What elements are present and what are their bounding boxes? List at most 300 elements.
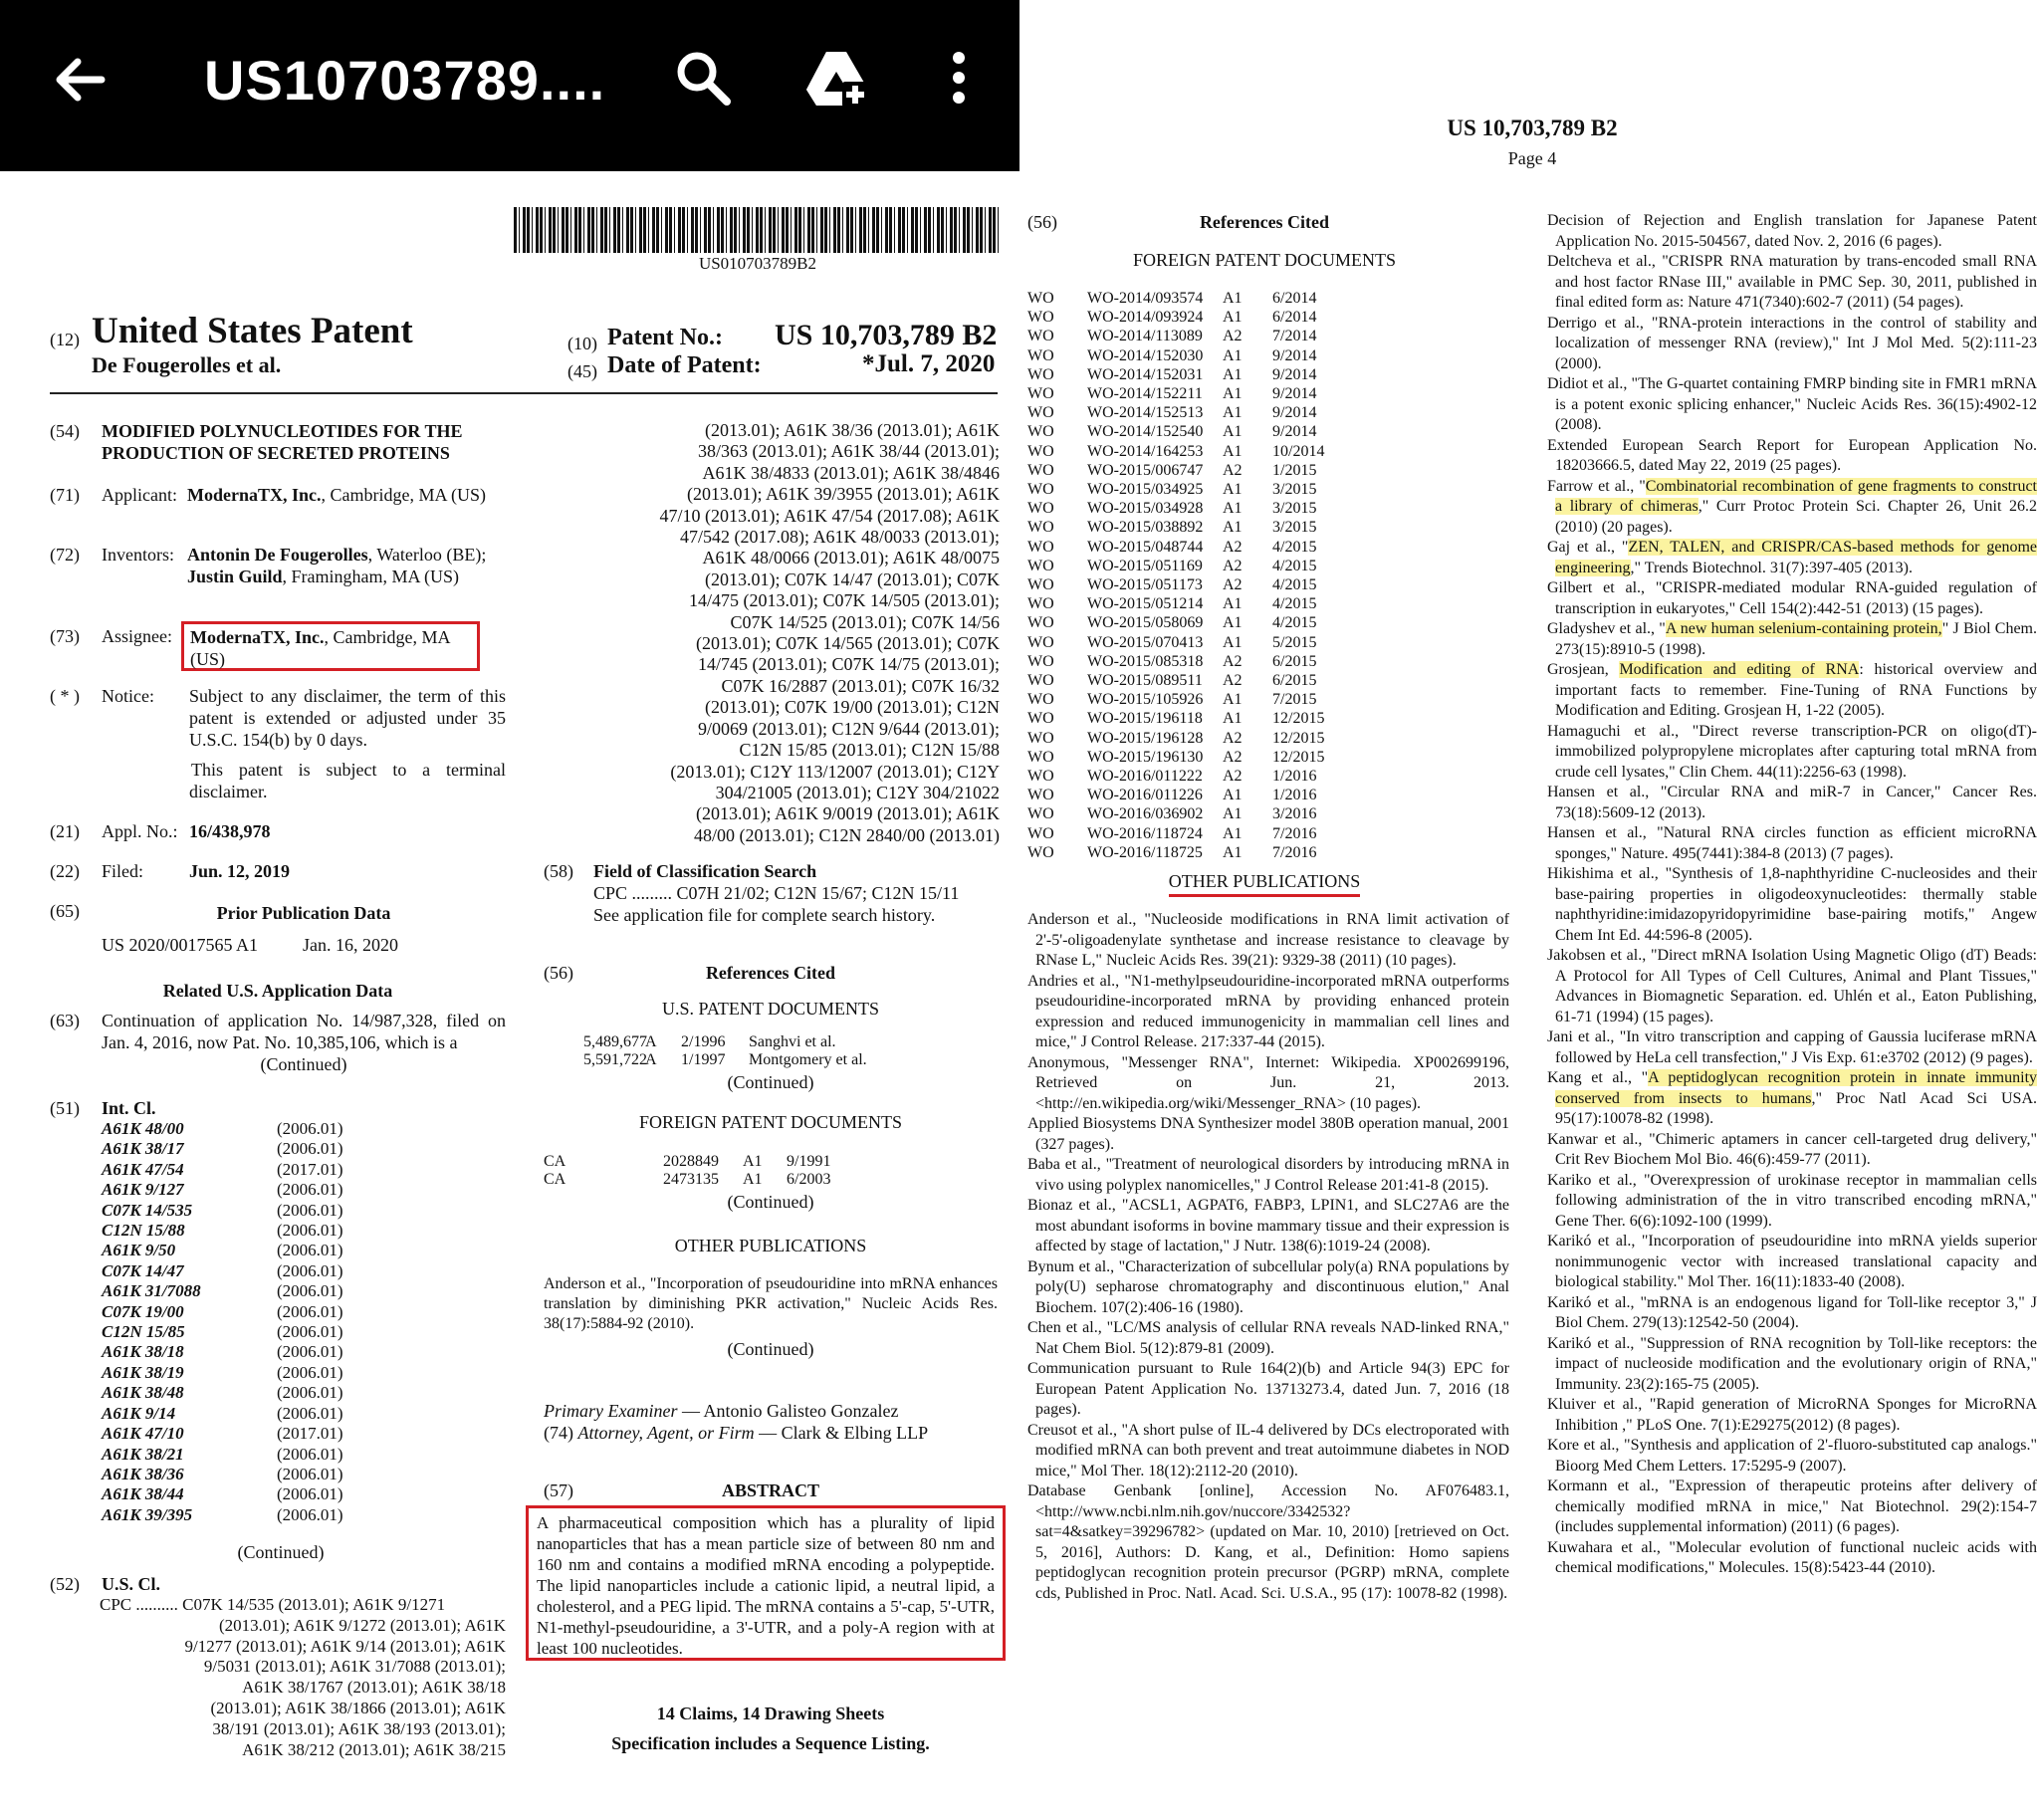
foreign-doc-cell: 4/2015: [1272, 576, 1317, 594]
publications-column-2: [1027, 910, 1509, 1604]
foreign-doc-row: [1027, 327, 1324, 345]
publication-text: Kang et al., ": [1547, 1069, 1649, 1086]
cpc-line: (2013.01); A61K 39/3955 (2013.01); A61K: [687, 484, 1000, 505]
field-code: (54): [50, 421, 80, 441]
foreign-doc-row: [1027, 403, 1324, 422]
foreign-doc-cell: 1/2016: [1272, 768, 1317, 786]
other-pub-heading: [1085, 870, 1444, 897]
foreign-doc-cell: WO-2015/051214: [1087, 595, 1204, 613]
foreign-doc-row: [1027, 518, 1324, 537]
foreign-doc-cell: WO-2015/085318: [1087, 652, 1204, 670]
patent-number: US 10,703,789 B2: [775, 319, 998, 351]
publication-entry: [1547, 538, 2037, 578]
cpc-line: 47/10 (2013.01); A61K 47/54 (2017.08); A61K: [659, 505, 1000, 526]
int-cl-row: [102, 1383, 360, 1403]
foreign-doc-cell: WO-2016/118725: [1087, 843, 1203, 861]
inventor-name: Antonin De Fougerolles: [187, 545, 368, 565]
highlighted-text: A new human selenium-containing protein,: [1665, 620, 1942, 637]
refs-heading: References Cited: [705, 963, 836, 983]
continuation-text: Continuation of application No. 14/987,328, filed on Jan. 4, 2016, now Pat. No. 10,385,106, which is a: [102, 1011, 506, 1052]
foreign-doc-cell: WO: [1027, 538, 1054, 556]
publication-entry: Karikó et al., "Suppression of RNA recognition by Toll-like receptors: the impact of nucleoside modification and the evolutionary origin of RNA," Immunity. 23(2):165-75 (2005).: [1547, 1334, 2037, 1393]
publication-entry: Jakobsen et al., "Direct mRNA Isolation Using Magnetic Oligo (dT) Beads: A Protocol for All Types of Cell Cultures, Animal and Plant Tissues," Advances in Biomagnetic Separation. ed. Uhlén et al., Eaton Publishing, 61-71 (1994) (15 pages).: [1547, 947, 2037, 1025]
foreign-doc-cell: 9/2014: [1272, 365, 1317, 383]
publication-entry: Bynum et al., "Characterization of subcellular poly(a) RNA populations by poly(U) sepharose chromatography and discontinuous elution," Anal Biochem. 107(2):406-16 (1980).: [1027, 1257, 1509, 1316]
int-cl-row: [102, 1139, 360, 1159]
filed-date: Jun. 12, 2019: [189, 861, 291, 881]
assignee-name: ModernaTX, Inc.: [190, 627, 325, 647]
foreign-doc-row: [1027, 538, 1324, 557]
cpc-line: 14/475 (2013.01); C07K 14/505 (2013.01);: [689, 590, 1000, 611]
foreign-doc-cell: WO-2015/058069: [1087, 614, 1204, 632]
foreign-doc-row: [1027, 308, 1324, 327]
notice-terminal: This patent is subject to a terminal disclaimer.: [189, 760, 506, 801]
cpc-line: (2013.01); C07K 14/565 (2013.01); C07K: [696, 633, 1000, 654]
foreign-doc-cell: WO-2015/034928: [1087, 500, 1204, 518]
us-docs-heading: U.S. PATENT DOCUMENTS: [661, 999, 880, 1019]
int-cl-date: (2006.01): [277, 1383, 343, 1403]
foreign-docs-table: [544, 1153, 830, 1189]
cpc-line: C07K 16/2887 (2013.01); C07K 16/32: [721, 675, 1000, 696]
int-cl-row: [102, 1180, 360, 1200]
foreign-doc-row: [1027, 843, 1324, 862]
publication-entry: Anderson et al., "Nucleoside modifications in RNA limit activation of 2'-5'-oligoadenylate synthetase and increase resistance to cleavage by RNase L," Nucleic Acids Res. 39(21): 9329-38 (2011) (10 pages).: [1027, 911, 1509, 969]
int-cl-row: [102, 1160, 360, 1180]
publication-entry: Baba et al., "Treatment of neurological disorders by introducing mRNA in vivo using polyplex nanomicelles," J Control Release 201:41-8 (2015).: [1027, 1156, 1509, 1194]
foreign-doc-cell: 6/2014: [1272, 309, 1317, 327]
foreign-doc-row: [1027, 442, 1324, 461]
foreign-doc-cell: WO-2014/093924: [1087, 309, 1204, 327]
foreign-doc-cell: WO: [1027, 309, 1054, 327]
int-cl-date: (2006.01): [277, 1200, 343, 1220]
foreign-doc-row: [1027, 346, 1324, 365]
foreign-doc-cell: A1: [1223, 691, 1243, 709]
attorney-label: Attorney, Agent, or Firm: [577, 1423, 755, 1443]
cpc-line: 48/00 (2013.01); C12N 2840/00 (2013.01): [694, 824, 1000, 845]
foreign-doc-cell: A1: [1223, 500, 1243, 518]
foreign-doc-cell: WO-2015/051169: [1087, 557, 1203, 574]
publication-entry: Kuwahara et al., "Molecular evolution of functional nucleic acids with chemical modifications," Molecules. 15(8):5423-44 (2010).: [1547, 1538, 2037, 1576]
highlighted-text: Modification and editing of RNA: [1619, 661, 1860, 678]
int-cl-row: [102, 1505, 360, 1525]
foreign-doc-cell: A1: [1223, 423, 1243, 441]
foreign-doc-cell: WO: [1027, 652, 1054, 670]
foreign-doc-cell: WO: [1027, 691, 1054, 709]
int-cl-heading: Int. Cl.: [102, 1098, 156, 1118]
publication-text: Gladyshev et al., ": [1547, 620, 1666, 637]
foreign-doc-cell: 1/2015: [1272, 461, 1317, 479]
inventor-location: , Framingham, MA (US): [282, 567, 460, 586]
foreign-doc-cell: A1: [1223, 614, 1243, 632]
barcode-number: US010703789B2: [698, 254, 817, 273]
foreign-doc-cell: WO-2015/034925: [1087, 481, 1204, 499]
foreign-doc-cell: WO-2015/196128: [1087, 729, 1204, 747]
int-cl-code: A61K 9/14: [102, 1403, 176, 1423]
field-code: (63): [50, 1011, 80, 1030]
int-cl-row: [102, 1201, 360, 1221]
int-cl-code: A61K 47/54: [102, 1159, 184, 1179]
foreign-doc-cell: WO: [1027, 365, 1054, 383]
foreign-doc-cell: A1: [1223, 385, 1243, 403]
int-cl-date: (2006.01): [277, 1464, 343, 1483]
abstract-heading: ABSTRACT: [721, 1480, 820, 1500]
us-cl-line: 9/1277 (2013.01); A61K 9/14 (2013.01); A61K: [184, 1636, 506, 1656]
int-cl-row: [102, 1363, 360, 1383]
foreign-doc-cell: WO: [1027, 500, 1054, 518]
cpc-line: (2013.01); C07K 19/00 (2013.01); C12N: [705, 697, 1000, 718]
field-code: (45): [567, 361, 597, 381]
publication-entry: Chen et al., "LC/MS analysis of cellular RNA reveals NAD-linked RNA," Nat Chem Biol. 5(12):879-81 (2009).: [1027, 1319, 1509, 1357]
foreign-doc-cell: WO: [1027, 595, 1054, 613]
us-docs-table: [583, 1033, 867, 1069]
foreign-doc-row: [1027, 652, 1324, 671]
int-cl-row: [102, 1445, 360, 1465]
foreign-doc-cell: A2: [1223, 328, 1243, 345]
foreign-doc-cell: A1: [1223, 290, 1243, 307]
cpc-continued-list: [528, 420, 1000, 846]
continued-label: (Continued): [237, 1542, 325, 1562]
foreign-doc-cell: A1: [1223, 481, 1243, 499]
foreign-doc-cell: A1: [1223, 787, 1243, 804]
foreign-doc-cell: A1: [1223, 404, 1243, 422]
foreign-doc-row: [1027, 729, 1324, 748]
assignee-label: Assignee:: [102, 626, 172, 646]
publication-entry: Hamaguchi et al., "Direct reverse transcription-PCR on oligo(dT)-immobilized polypropylene microplates after capturing total mRNA from crude cell lysates," Clin Chem. 44(11):2256-63 (1998).: [1547, 722, 2037, 781]
int-cl-row: [102, 1424, 360, 1444]
publication-entry: Kormann et al., "Expression of therapeutic proteins after delivery of chemically modified mRNA in mice," Nat Biotechnol. 29(2):154-7 (includes supplemental information) (2011) (6 pages).: [1547, 1478, 2037, 1535]
int-cl-row: [102, 1465, 360, 1484]
us-cl-line: 9/5031 (2013.01); A61K 31/7088 (2013.01);: [203, 1657, 506, 1677]
foreign-doc-cell: 4/2015: [1272, 614, 1317, 632]
int-cl-code: A61K 48/00: [102, 1119, 184, 1138]
publication-entry: Andries et al., "N1-methylpseudouridine-incorporated mRNA outperforms pseudouridine-incorporated mRNA by providing enhanced protein expression and reduced immunogenicity in mammalian cell lines and mice," J Control Release. 217:337-44 (2015).: [1027, 972, 1509, 1050]
barcode: [514, 207, 1002, 253]
field-cpc: CPC ......... C07H 21/02; C12N 15/67; C12N 15/11: [593, 883, 960, 903]
int-cl-row: [102, 1119, 360, 1139]
notice-label: Notice:: [102, 686, 154, 706]
patent-page-4: [1025, 108, 2039, 1820]
publication-entry: Kanwar et al., "Chimeric aptamers in cancer cell-targeted drug delivery," Crit Rev Biochem Mol Bio. 46(6):459-77 (2011).: [1547, 1130, 2037, 1168]
foreign-doc-cell: 3/2015: [1272, 500, 1317, 518]
foreign-doc-row: [1027, 461, 1324, 480]
publication-text: ," Proc Natl Acad Sci USA. 95(17):10078-82 (1998).: [1555, 1089, 2038, 1127]
other-pub-heading-text: OTHER PUBLICATIONS: [1169, 870, 1361, 897]
abstract-highlight-box: A pharmaceutical composition which has a plurality of lipid nanoparticles that has a mean particle size of between 80 nm and 160 nm and contains a modified mRNA encoding a polypeptide. The lipid nanoparticles include a cationic lipid, a neutral lipid, a cholesterol, and a PEG lipid. The mRNA contains a 5'-cap, 5'-UTR, N1-methyl-pseudouridine, a 3'-UTR, and a poly-A region with at least 100 nucleotides.: [526, 1505, 1006, 1661]
foreign-doc-row: [1027, 671, 1324, 690]
foreign-doc-cell: 9/2014: [1272, 385, 1317, 403]
app-bar: [0, 0, 1020, 171]
foreign-doc-cell: WO-2015/051173: [1087, 576, 1203, 594]
foreign-doc-cell: WO: [1027, 328, 1054, 345]
foreign-doc-cell: A2: [1223, 748, 1243, 766]
applicant: [187, 484, 506, 506]
foreign-doc-cell: WO: [1027, 576, 1054, 594]
publication-text: Farrow et al., ": [1547, 477, 1646, 495]
publication-entry: [1547, 660, 2037, 722]
foreign-doc-cell: WO-2014/093574: [1087, 290, 1204, 307]
date-label: Date of Patent:: [607, 352, 762, 378]
header-rule: [50, 392, 998, 394]
us-doc-row: [583, 1051, 867, 1069]
field-code: (58): [544, 861, 573, 881]
foreign-doc-cell: WO: [1027, 748, 1054, 766]
publication-text: ," Curr Protoc Protein Sci. Chapter 26, Unit 26.2 (2010) (20 pages).: [1555, 498, 2038, 536]
publication-entry: Applied Biosystems DNA Synthesizer model 380B operation manual, 2001 (327 pages).: [1027, 1115, 1509, 1153]
foreign-doc-cell: WO: [1027, 824, 1054, 842]
foreign-doc-cell: A2: [1223, 538, 1243, 556]
int-cl-date: (2006.01): [277, 1322, 343, 1342]
publication-entry: Karikó et al., "Incorporation of pseudouridine into mRNA yields superior nonimmunogenic vector with increased translational capacity and biological stability." Mol Ther. 16(11):1833-40 (2008).: [1547, 1233, 2037, 1290]
foreign-doc-cell: A1: [1223, 309, 1243, 327]
foreign-doc-cell: A2: [1223, 461, 1243, 479]
int-cl-row: [102, 1281, 360, 1301]
cpc-line: A61K 38/4833 (2013.01); A61K 38/4846: [702, 462, 1000, 483]
highlighted-text: ZEN, TALEN, and CRISPR/CAS-based methods for genome engineering: [1555, 539, 2037, 576]
foreign-doc-cell: 7/2014: [1272, 328, 1317, 345]
foreign-doc-cell: 4/2015: [1272, 538, 1317, 556]
publication-text: : historical overview and important facts to remember. Fine-Tuning of RNA Functions by Modification and Editing. Grosjean H, 1-22 (2005).: [1555, 661, 2037, 719]
publication-entry: Gilbert et al., "CRISPR-mediated modular RNA-guided regulation of transcription in eukaryotes," Cell 154(2):442-51 (2013) (15 pages).: [1547, 579, 2037, 617]
assignee-location: , Cambridge, MA (US): [190, 627, 450, 669]
field-see: See application file for complete search history.: [593, 905, 936, 925]
foreign-doc-cell: A1: [1223, 442, 1243, 460]
int-cl-date: (2006.01): [277, 1342, 343, 1362]
us-doc-cell: A: [645, 1051, 657, 1068]
foreign-doc-cell: A2: [1223, 672, 1243, 690]
foreign-doc-row: [1027, 480, 1324, 499]
foreign-doc-cell: WO-2015/006747: [1087, 461, 1204, 479]
foreign-doc-cell: CA: [544, 1153, 566, 1170]
foreign-doc-row: [1027, 690, 1324, 709]
cpc-line: C07K 14/525 (2013.01); C07K 14/56: [730, 611, 1000, 632]
foreign-doc-cell: 12/2015: [1272, 729, 1325, 747]
foreign-doc-cell: WO-2014/164253: [1087, 442, 1204, 460]
us-doc-cell: 5,591,722: [583, 1051, 647, 1068]
int-cl-row: [102, 1404, 360, 1424]
publication-entry: Extended European Search Report for European Application No. 18203666.5, dated May 22, 2019 (25 pages).: [1547, 436, 2037, 474]
foreign-docs-table: [1027, 289, 1324, 862]
applicant-name: ModernaTX, Inc.: [187, 485, 322, 505]
cpc-line: (2013.01); C12Y 113/12007 (2013.01); C12Y: [670, 761, 1000, 782]
foreign-doc-cell: WO-2015/196118: [1087, 710, 1203, 728]
publication-text: Gaj et al., ": [1547, 539, 1629, 556]
examiner-label: Primary Examiner: [544, 1401, 678, 1421]
field-code: (22): [50, 861, 80, 881]
foreign-doc-cell: WO-2016/011226: [1087, 787, 1203, 804]
continued-label: (Continued): [727, 1192, 814, 1212]
publication-entry: Karikó et al., "mRNA is an endogenous ligand for Toll-like receptor 3," J Biol Chem. 279(13):12542-50 (2004).: [1547, 1293, 2037, 1331]
foreign-doc-cell: WO-2014/152540: [1087, 423, 1204, 441]
int-cl-date: (2006.01): [277, 1444, 343, 1464]
field-code: (71): [50, 485, 80, 505]
us-doc-cell: Montgomery et al.: [749, 1051, 867, 1068]
cpc-line: 304/21005 (2013.01); C12Y 304/21022: [715, 782, 1000, 802]
us-cl-line: A61K 38/212 (2013.01); A61K 38/215: [242, 1739, 506, 1759]
continued-label: (Continued): [727, 1072, 814, 1092]
us-doc-cell: 2/1996: [681, 1033, 726, 1050]
us-cl-list: [100, 1595, 506, 1760]
more-vert-icon[interactable]: [944, 48, 974, 108]
publication-entry: Communication pursuant to Rule 164(2)(b) and Article 94(3) EPC for European Patent Application No. 13713273.4, dated Jun. 7, 2016 (18 pages).: [1027, 1360, 1509, 1418]
foreign-doc-cell: 7/2016: [1272, 843, 1317, 861]
int-cl-code: A61K 39/395: [102, 1504, 193, 1524]
foreign-doc-cell: 10/2014: [1272, 442, 1325, 460]
foreign-doc-row: [1027, 499, 1324, 518]
claims-line: 14 Claims, 14 Drawing Sheets: [656, 1704, 885, 1723]
publication-entry: Bionaz et al., "ACSL1, AGPAT6, FABP3, LPIN1, and SLC27A6 are the most abundant isoforms in bovine mammary tissue and their expression is affected by stage of lactation," J Nutr. 138(6):1019-24 (2008).: [1027, 1197, 1509, 1254]
publication-entry: Jani et al., "In vitro transcription and capping of Gaussia luciferase mRNA followed by HeLa cell transfection," J Vis Exp. 61:e3702 (2012) (9 pages).: [1547, 1028, 2037, 1066]
foreign-doc-cell: A1: [1223, 710, 1243, 728]
field-code: (12): [50, 330, 80, 349]
field-search-heading: Field of Classification Search: [593, 861, 817, 881]
inventor-name: Justin Guild: [187, 567, 283, 586]
prior-pub-heading: Prior Publication Data: [216, 903, 391, 923]
applicant-label: Applicant:: [102, 485, 177, 505]
foreign-doc-cell: WO: [1027, 805, 1054, 823]
publication-entry: Deltcheva et al., "CRISPR RNA maturation by trans-encoded small RNA and host factor RNase III," available in PMC Sep. 30, 2011, published in final edited form as: Nature 471(7340):602-7 (2011) (54 pages).: [1547, 253, 2037, 311]
foreign-doc-cell: WO-2015/196130: [1087, 748, 1204, 766]
publication-entry: Hansen et al., "Natural RNA circles function as efficient microRNA sponges," Nature. 495(7441):384-8 (2013) (7 pages).: [1547, 824, 2037, 862]
refs-heading: References Cited: [1199, 212, 1330, 232]
field-code: (57): [544, 1480, 573, 1500]
foreign-doc-cell: WO: [1027, 710, 1054, 728]
patent-title: MODIFIED POLYNUCLEOTIDES FOR THE PRODUCTION OF SECRETED PROTEINS: [102, 421, 463, 463]
foreign-doc-cell: A1: [1223, 365, 1243, 383]
foreign-doc-cell: A1: [743, 1171, 763, 1188]
foreign-doc-cell: 2473135: [663, 1171, 719, 1188]
google-drive-add-icon[interactable]: [804, 48, 870, 110]
field-code: (51): [50, 1098, 80, 1118]
search-icon[interactable]: [673, 48, 733, 108]
field-code: ( * ): [50, 686, 80, 706]
foreign-doc-cell: A1: [1223, 595, 1243, 613]
prior-pub-date: Jan. 16, 2020: [303, 935, 398, 955]
foreign-doc-cell: A1: [743, 1153, 763, 1170]
publication-entry: Kariko et al., "Overexpression of urokinase receptor in mammalian cells following administration of the in vitro transcribed encoding mRNA," Gene Ther. 6(6):1092-100 (1999).: [1547, 1171, 2037, 1230]
attorney-line: [544, 1422, 928, 1444]
int-cl-row: [102, 1261, 360, 1281]
us-cl-line: 38/191 (2013.01); A61K 38/193 (2013.01);: [212, 1718, 506, 1738]
foreign-doc-cell: WO: [1027, 729, 1054, 747]
foreign-doc-cell: A1: [1223, 346, 1243, 364]
cpc-line: (2013.01); A61K 38/36 (2013.01); A61K: [705, 420, 1000, 440]
appl-label: Appl. No.:: [102, 821, 178, 841]
int-cl-row: [102, 1342, 360, 1362]
foreign-doc-cell: 9/2014: [1272, 423, 1317, 441]
field-code: (65): [50, 901, 80, 921]
int-cl-date: (2006.01): [277, 1180, 343, 1200]
foreign-doc-cell: WO: [1027, 519, 1054, 537]
int-cl-row: [102, 1241, 360, 1260]
foreign-doc-row: [1027, 709, 1324, 728]
int-cl-date: (2006.01): [277, 1241, 343, 1260]
other-pub-text: Anderson et al., "Incorporation of pseudouridine into mRNA enhances translation by diminishing PKR activation," Nucleic Acids Res. 38(17):5884-92 (2010).: [544, 1275, 998, 1332]
foreign-doc-cell: WO: [1027, 461, 1054, 479]
foreign-doc-row: [1027, 804, 1324, 823]
us-cl-line: (2013.01); A61K 38/1866 (2013.01); A61K: [210, 1698, 506, 1717]
foreign-doc-cell: WO-2015/038892: [1087, 519, 1204, 537]
foreign-doc-cell: 12/2015: [1272, 710, 1325, 728]
foreign-doc-row: [544, 1153, 830, 1171]
foreign-doc-cell: WO: [1027, 633, 1054, 651]
foreign-doc-cell: 3/2015: [1272, 519, 1317, 537]
int-cl-date: (2017.01): [277, 1424, 343, 1444]
foreign-doc-cell: 7/2016: [1272, 824, 1317, 842]
foreign-doc-cell: WO-2016/036902: [1087, 805, 1204, 823]
us-cl-line: CPC .......... C07K 14/535 (2013.01); A61K 9/1271: [100, 1595, 446, 1614]
highlighted-text: A peptidoglycan recognition protein in innate immunity conserved from insects to humans: [1555, 1069, 2038, 1107]
page-number: Page 4: [1507, 148, 1557, 168]
foreign-doc-cell: WO: [1027, 290, 1054, 307]
us-cl-line: A61K 38/1767 (2013.01); A61K 38/18: [242, 1678, 506, 1698]
int-cl-code: A61K 38/21: [102, 1444, 184, 1464]
foreign-doc-cell: WO: [1027, 672, 1054, 690]
foreign-doc-cell: 7/2015: [1272, 691, 1317, 709]
arrow-left-icon[interactable]: [50, 50, 110, 110]
foreign-doc-cell: WO-2014/152211: [1087, 385, 1203, 403]
publication-entry: Kluiver et al., "Rapid generation of MicroRNA Sponges for MicroRNA Inhibition ," PLoS One. 7(1):E29275(2012) (8 pages).: [1547, 1396, 2037, 1434]
foreign-doc-row: [1027, 384, 1324, 403]
int-cl-row: [102, 1484, 360, 1504]
int-cl-row: [102, 1322, 360, 1342]
field-code: (74): [544, 1423, 573, 1443]
cpc-line: C12N 15/85 (2013.01); C12N 15/88: [739, 740, 1000, 761]
int-cl-date: (2017.01): [277, 1159, 343, 1179]
foreign-doc-cell: A2: [1223, 768, 1243, 786]
foreign-doc-row: [1027, 613, 1324, 632]
foreign-doc-cell: WO: [1027, 442, 1054, 460]
foreign-doc-row: [1027, 767, 1324, 786]
foreign-doc-row: [1027, 575, 1324, 594]
patent-no-label: Patent No.:: [607, 325, 723, 350]
publication-entry: Derrigo et al., "RNA-protein interactions in the control of stability and localization of messenger RNA (review)," Int J Mol Med. 5(2):111-23 (2000).: [1547, 314, 2037, 372]
foreign-doc-cell: 6/2015: [1272, 672, 1317, 690]
foreign-doc-cell: WO-2014/113089: [1087, 328, 1203, 345]
foreign-doc-cell: 12/2015: [1272, 748, 1325, 766]
continued-label: (Continued): [727, 1339, 814, 1359]
foreign-doc-cell: 4/2015: [1272, 557, 1317, 574]
int-cl-code: A61K 38/19: [102, 1362, 184, 1382]
foreign-doc-cell: 2028849: [663, 1153, 719, 1170]
inventors-label: Inventors:: [102, 545, 174, 565]
inventors: [187, 544, 506, 587]
publication-entry: Kore et al., "Synthesis and application of 2'-fluoro-substituted cap analogs." Bioorg Med Chem Letters. 17:5295-9 (2007).: [1547, 1437, 2037, 1475]
int-cl-code: C07K 19/00: [102, 1301, 184, 1321]
foreign-doc-cell: WO: [1027, 768, 1054, 786]
filed-label: Filed:: [102, 861, 144, 881]
int-cl-date: (2006.01): [277, 1362, 343, 1382]
int-cl-date: (2006.01): [277, 1281, 343, 1301]
foreign-doc-cell: CA: [544, 1171, 566, 1188]
foreign-doc-cell: A2: [1223, 557, 1243, 574]
other-pub-heading: OTHER PUBLICATIONS: [674, 1236, 867, 1255]
foreign-doc-cell: WO: [1027, 843, 1054, 861]
foreign-doc-cell: A1: [1223, 805, 1243, 823]
us-cl-heading: U.S. Cl.: [102, 1574, 161, 1594]
foreign-doc-cell: WO: [1027, 385, 1054, 403]
document-title: US10703789....: [204, 49, 606, 112]
int-cl-code: A61K 38/44: [102, 1484, 184, 1504]
publication-text: Grosjean,: [1547, 661, 1620, 678]
foreign-doc-cell: A1: [1223, 633, 1243, 651]
foreign-doc-cell: WO: [1027, 481, 1054, 499]
us-doc-row: [583, 1033, 867, 1051]
publication-entry: Hikishima et al., "Synthesis of 1,8-naphthyridine C-nucleosides and their base-pairing properties in oligodeoxynucleotides: thermally stable naphthyridine:imidazopyridopyrimidine base-pairing motifs," Angew Chem Int Ed. 44:596-8 (2005).: [1547, 865, 2037, 944]
continued-label: (Continued): [260, 1054, 347, 1074]
foreign-doc-cell: WO-2015/105926: [1087, 691, 1204, 709]
foreign-doc-cell: WO: [1027, 787, 1054, 804]
field-code: (52): [50, 1574, 80, 1594]
